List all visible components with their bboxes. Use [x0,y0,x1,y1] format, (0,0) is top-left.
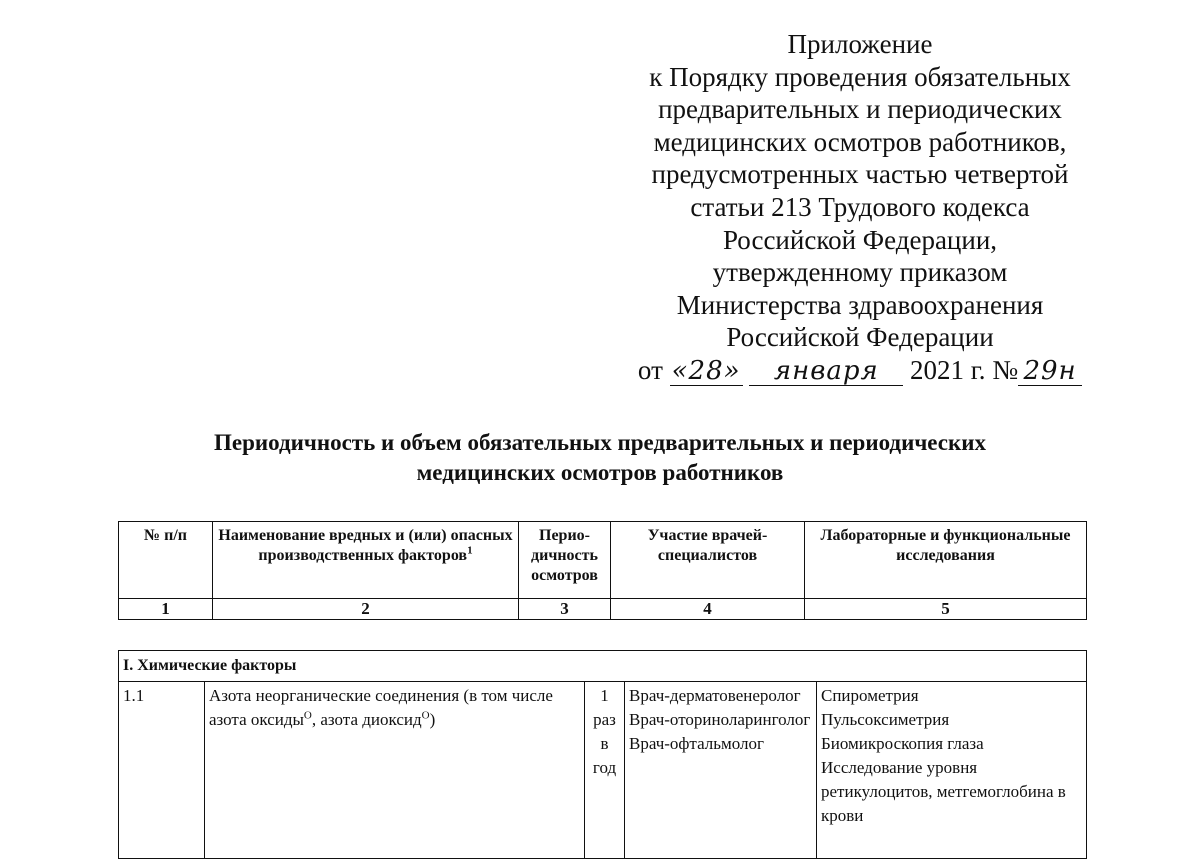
appendix-line: Приложение [787,29,933,59]
test-item: Пульсоксиметрия [821,710,950,729]
date-prefix: от [637,354,663,385]
header-col-factor-text: Наименование вредных и (или) опасных производственных факторов [218,527,513,564]
period-word: в [600,734,609,753]
date-year: 2021 г. [910,354,986,385]
appendix-line: к Порядку проведения обязательных [649,61,1071,92]
title-line-2: медицинских осмотров работников [416,460,784,485]
appendix-line: утвержденному приказом [712,257,1008,288]
column-number: 2 [213,599,519,620]
handwritten-day: «28» [671,355,741,386]
column-number: 4 [611,599,805,620]
title-line-1: Периодичность и объем обязательных предварительных и периодических [213,430,986,455]
period-word: раз [593,710,616,729]
row-number: 1.1 [119,682,205,859]
factor-mark: O [421,709,430,722]
footnote-mark: 1 [467,544,473,557]
header-col-period: Перио-дичность осмотров [519,522,611,599]
header-col-doctors: Участие врачей-специалистов [611,522,805,599]
appendix-line: предварительных и периодических [658,94,1062,125]
appendix-line: Российской Федерации, [722,224,998,255]
appendix-line: Министерства здравоохранения [676,289,1044,320]
handwritten-month: января [749,357,903,386]
header-col-number: № п/п [119,522,213,599]
handwritten-order-number: 29н [1018,357,1082,386]
order-date-line [600,354,1120,387]
document-title [60,428,1140,488]
column-number: 5 [805,599,1087,620]
column-number: 3 [519,599,611,620]
test-item: Биомикроскопия глаза [821,734,984,753]
factor-mark: O [303,709,312,722]
appendix-block [600,28,1120,387]
factors-table [118,650,1087,859]
factor-text: Азота неорганические соединения (в том числе азота оксиды [209,686,553,729]
header-col-factor [213,522,519,599]
table-header [118,521,1087,620]
row-tests [817,682,1087,859]
period-word: год [592,758,617,777]
factor-text: , азота диоксид [311,710,422,729]
number-sign: № [992,354,1019,385]
row-period [585,682,625,859]
header-col-tests: Лабораторные и функциональные исследования [805,522,1087,599]
doctor-item: Врач-оториноларинголог [629,710,811,729]
doctor-item: Врач-офтальмолог [629,734,764,753]
period-word: 1 [600,686,609,705]
column-number: 1 [119,599,213,620]
appendix-line: медицинских осмотров работников, [653,126,1067,157]
test-item: Исследование уровня ретикулоцитов, метгемоглобина в крови [821,758,1066,825]
test-item: Спирометрия [821,686,919,705]
appendix-line: Российской Федерации [726,322,994,353]
table-row [119,682,1087,859]
appendix-line: предусмотренных частью четвертой [651,159,1069,190]
appendix-line: статьи 213 Трудового кодекса [690,191,1030,222]
row-doctors [625,682,817,859]
row-factor [205,682,585,859]
doctor-item: Врач-дерматовенеролог [629,686,801,705]
factor-text: ) [429,710,436,729]
section-title: I. Химические факторы [119,651,1087,682]
